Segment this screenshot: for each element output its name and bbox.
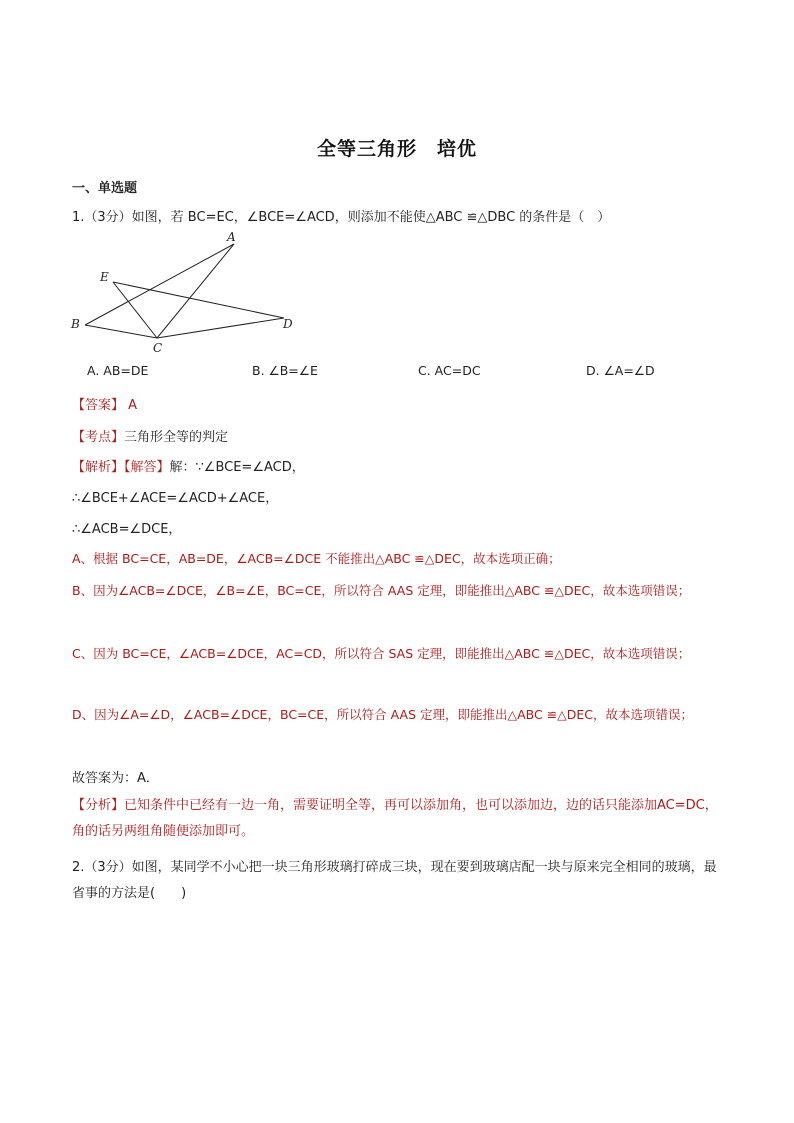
option-c: C. AC=DC	[418, 363, 481, 378]
fenxi-tag: 【分析】	[72, 798, 125, 813]
fenxi-block	[72, 793, 724, 845]
jiexi-text: 解：∵∠BCE=∠ACD，	[169, 460, 305, 475]
option-d: D. ∠A=∠D	[586, 363, 655, 378]
kaodian-text: 三角形全等的判定	[124, 430, 229, 445]
jiexi-line	[72, 456, 305, 475]
conclusion: 故答案为：A．	[72, 771, 159, 786]
kaodian-tag: 【考点】	[72, 430, 125, 445]
analysis-option-d: D、因为∠A=∠D，∠ACB=∠DCE，BC=CE，所以符合 AAS 定理，即能推出△ABC ≌△DEC，故本选项错误；	[72, 707, 694, 722]
segment-BA	[85, 244, 234, 325]
answer-tag: 【答案】	[72, 398, 125, 413]
section-heading: 一、单选题	[72, 181, 138, 196]
question-1-stem: 1.（3分）如图，若 BC=EC，∠BCE=∠ACD，则添加不能使△ABC ≌△DBC 的条件是（ ）	[72, 210, 611, 225]
fenxi-text: 已知条件中已经有一边一角，需要证明全等，再可以添加角，也可以添加边，边的话只能添加AC=DC，角的话另两组角随便添加即可。	[72, 798, 718, 839]
answer-line	[72, 394, 137, 413]
label-C: C	[153, 341, 163, 355]
kaodian-line	[72, 426, 228, 445]
label-E: E	[100, 270, 109, 284]
label-D: D	[283, 317, 293, 331]
segment-EC	[113, 282, 157, 338]
solution-step-1: ∴∠BCE+∠ACE=∠ACD+∠ACE，	[72, 491, 279, 506]
label-A: A	[227, 230, 236, 244]
page-title: 全等三角形 培优	[316, 138, 477, 160]
analysis-option-b: B、因为∠ACB=∠DCE，∠B=∠E，BC=CE，所以符合 AAS 定理，即能推出△ABC ≌△DEC，故本选项错误；	[72, 583, 691, 598]
question-2-stem: 2.（3分）如图，某同学不小心把一块三角形玻璃打碎成三块，现在要到玻璃店配一块与原来完全相同的玻璃，最省事的方法是( )	[72, 860, 717, 901]
segment-CD	[157, 318, 284, 338]
analysis-option-a: A、根据 BC=CE，AB=DE，∠ACB=∠DCE 不能推出△ABC ≌△DEC，故本选项正确；	[72, 551, 561, 566]
solution-step-2: ∴∠ACB=∠DCE，	[72, 522, 182, 537]
jiexi-tag: 【解析】【解答】	[72, 460, 170, 475]
analysis-option-c: C、因为 BC=CE，∠ACB=∠DCE，AC=CD，所以符合 SAS 定理，即能推出△ABC ≌△DEC，故本选项错误；	[72, 646, 691, 661]
triangle-figure	[68, 228, 308, 358]
option-a: A. AB=DE	[87, 363, 149, 378]
label-B: B	[71, 317, 80, 331]
segment-AC	[157, 244, 234, 338]
answer-value: A	[128, 398, 138, 413]
option-b: B. ∠B=∠E	[252, 363, 318, 378]
segment-BC	[85, 325, 157, 338]
